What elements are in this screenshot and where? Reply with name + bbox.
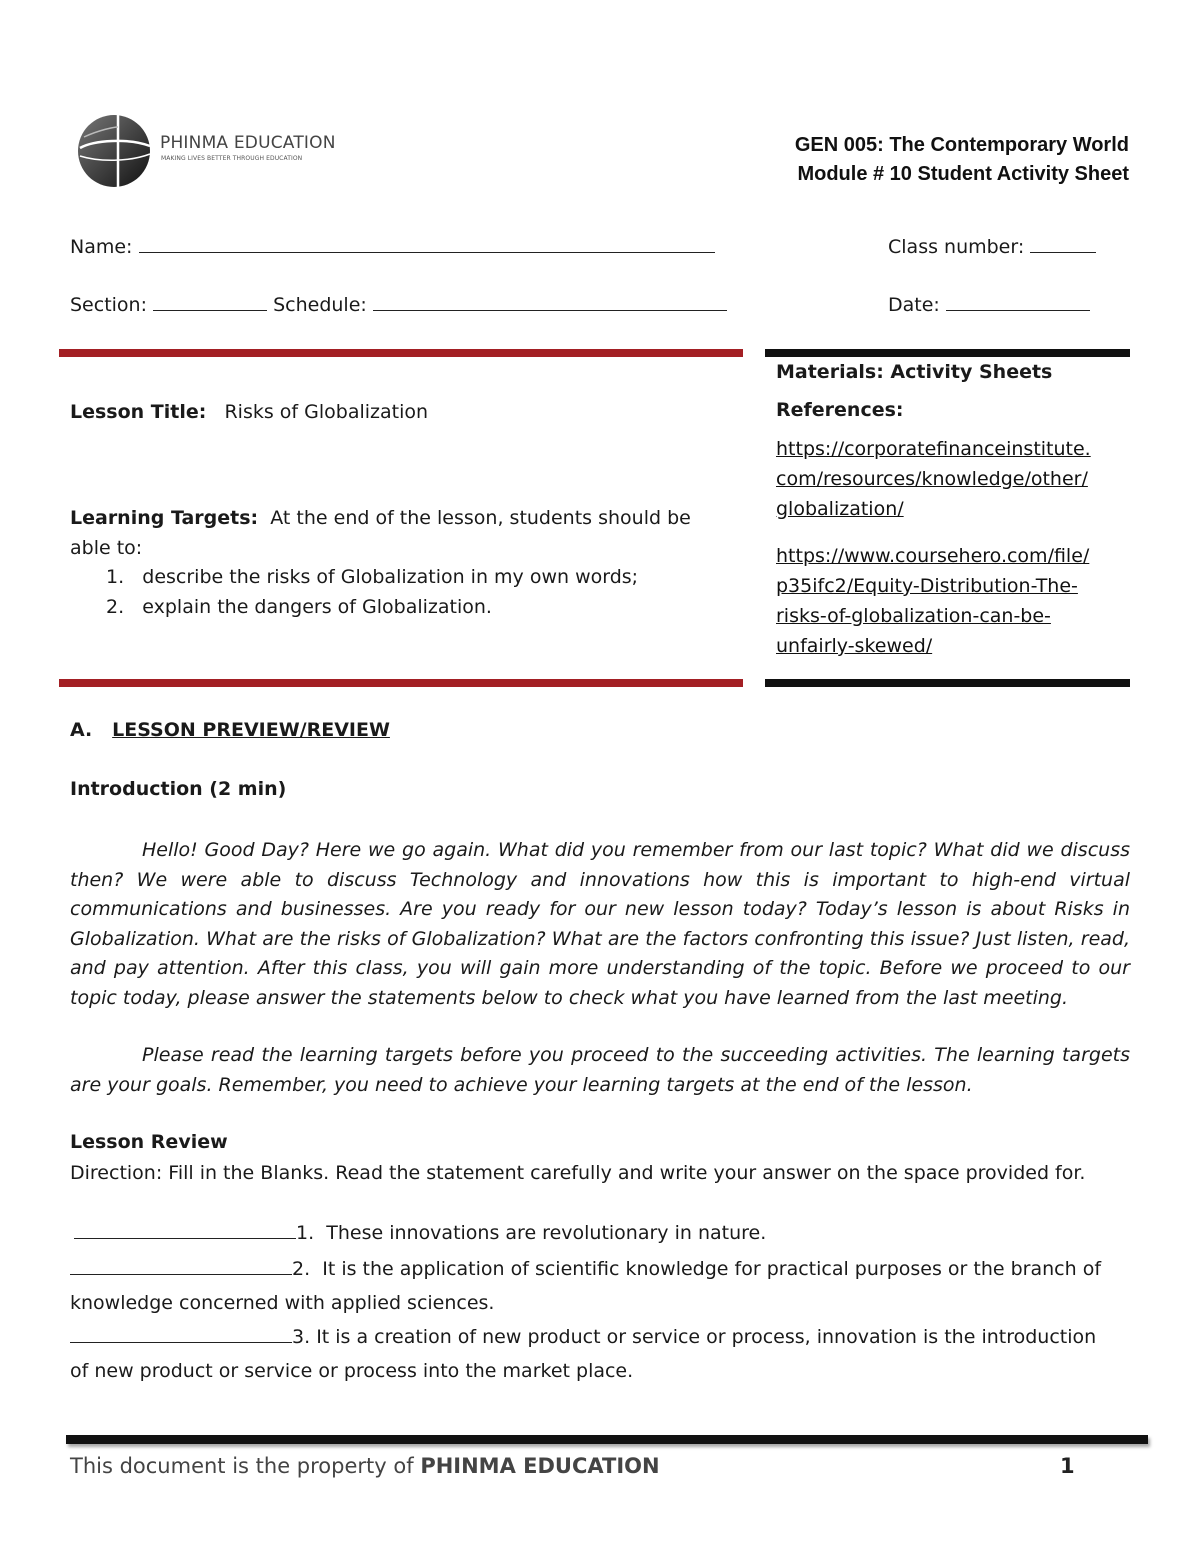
red-divider-bottom (59, 679, 743, 687)
reference-link-line[interactable]: risks-of-globalization-can-be- (776, 605, 1051, 627)
introduction-heading: Introduction (2 min) (70, 778, 287, 800)
date-label: Date: (888, 294, 940, 316)
review-item-1 (74, 1218, 1130, 1248)
footer-ownership: This document is the property of (70, 1454, 414, 1478)
footer-brand: PHINMA EDUCATION (420, 1454, 660, 1478)
section-a-heading (70, 719, 390, 741)
brand-name: PHINMA EDUCATION (160, 133, 336, 153)
review-item-3 (70, 1320, 1110, 1388)
reference-link-line[interactable]: https://www.coursehero.com/file/ (776, 545, 1090, 567)
module-title: Module # 10 Student Activity Sheet (797, 163, 1129, 185)
globe-logo-icon (74, 112, 154, 190)
phinma-logo (74, 112, 354, 190)
page-number: 1 (1060, 1454, 1075, 1478)
reference-link-line[interactable]: https://corporatefinanceinstitute. (776, 438, 1091, 460)
materials-text: Materials: Activity Sheets (776, 361, 1053, 383)
section-field (70, 294, 727, 316)
introduction-paragraph: Hello! Good Day? Here we go again. What did you remember from our last topic? What did we discuss then? We were able to discuss Technology and innovations how this is important to high-end virtual communications and businesses. Are you ready for our new lesson today? Today’s lesson is about Risks in Globalization. What are the risks of Globalization? What are the factors confronting this issue? Just listen, read, and pay attention. After this class, you will gain more understanding of the topic. Before we proceed to our topic today, please answer the statements below to check what you have learned from the last meeting. (70, 839, 1130, 1009)
course-title: GEN 005: The Contemporary World (794, 134, 1129, 156)
footer-divider (66, 1435, 1148, 1444)
target-text: explain the dangers of Globalization. (142, 596, 492, 618)
item-number: 2. (292, 1258, 311, 1280)
target-number: 1. (106, 566, 125, 588)
item-text: It is the application of scientific knowledge for practical purposes or the branch of knowledge concerned with applied sciences. (70, 1258, 1102, 1314)
reference-link-line[interactable]: com/resources/knowledge/other/ (776, 468, 1088, 490)
learning-targets-label: Learning Targets: (70, 507, 259, 529)
direction-text: Direction: Fill in the Blanks. Read the statement carefully and write your answer on the space provided for. (70, 1162, 1086, 1184)
lesson-title-label: Lesson Title: (70, 401, 207, 423)
references-label: References: (776, 399, 904, 421)
item-text: It is a creation of new product or service or process, innovation is the introduction of new product or service or process into the market place. (70, 1326, 1097, 1382)
item-text: These innovations are revolutionary in nature. (326, 1222, 767, 1244)
name-field (70, 236, 715, 258)
footer-text (70, 1454, 660, 1478)
answer-blank[interactable] (70, 1273, 292, 1275)
review-item-2 (70, 1252, 1130, 1320)
date-input-line[interactable] (946, 309, 1090, 311)
name-input-line[interactable] (139, 251, 715, 253)
target-number: 2. (106, 596, 125, 618)
reference-link-2[interactable] (776, 541, 1089, 661)
reference-link-1[interactable] (776, 434, 1091, 524)
section-a-title: LESSON PREVIEW/REVIEW (112, 719, 390, 741)
item-number: 3. (292, 1326, 311, 1348)
reference-link-line[interactable]: p35ifc2/Equity-Distribution-The- (776, 575, 1078, 597)
answer-blank[interactable] (74, 1237, 296, 1239)
class-number-label: Class number: (888, 236, 1025, 258)
item-number: 1. (296, 1222, 315, 1244)
black-divider-top (765, 349, 1130, 357)
learning-targets-intro: At the end of the lesson, students should be able to: (70, 507, 691, 559)
learning-targets (70, 503, 720, 563)
reference-link-line[interactable]: unfairly-skewed/ (776, 635, 933, 657)
schedule-input-line[interactable] (373, 309, 727, 311)
course-header (795, 131, 1129, 189)
target-item (106, 592, 492, 622)
lesson-title-value: Risks of Globalization (224, 401, 429, 423)
lesson-title (70, 401, 428, 423)
section-label: Section: (70, 294, 147, 316)
reference-link-line[interactable]: globalization/ (776, 498, 904, 520)
targets-paragraph: Please read the learning targets before you proceed to the succeeding activities. The learning targets are your goals. Remember, you need to achieve your learning targets at the end of the lesson. (70, 1044, 1130, 1096)
lesson-review-heading: Lesson Review (70, 1131, 228, 1153)
section-a-letter: A. (70, 719, 93, 741)
answer-blank[interactable] (70, 1341, 292, 1343)
brand-tagline: MAKING LIVES BETTER THROUGH EDUCATION (161, 155, 303, 162)
class-number-input-line[interactable] (1030, 251, 1096, 253)
section-input-line[interactable] (153, 309, 267, 311)
black-divider-bottom (765, 679, 1130, 687)
name-label: Name: (70, 236, 133, 258)
schedule-label: Schedule: (273, 294, 367, 316)
target-item (106, 562, 638, 592)
target-text: describe the risks of Globalization in my own words; (142, 566, 639, 588)
red-divider-top (59, 349, 743, 357)
date-field (888, 294, 1090, 316)
class-number-field (888, 236, 1096, 258)
